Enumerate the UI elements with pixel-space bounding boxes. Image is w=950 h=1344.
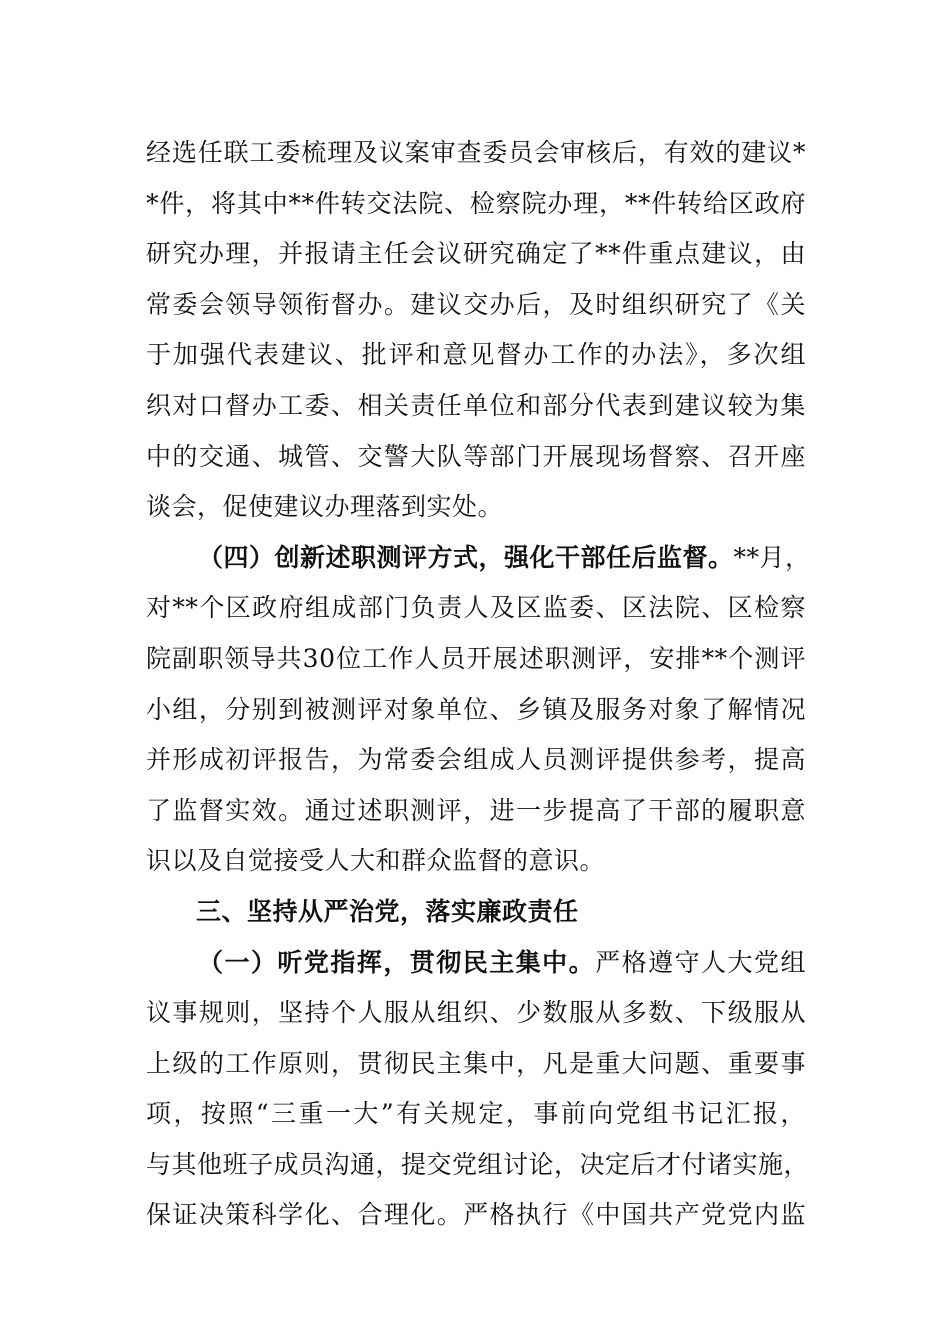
paragraph-line: 识以及自觉接受人大和群众监督的意识。 [146,846,606,876]
paragraph-line: 上级的工作原则，贯彻民主集中，凡是重大问题、重要事 [146,1048,806,1078]
document-body [146,128,811,1241]
section-heading: 三、坚持从严治党，落实廉政责任 [196,896,579,926]
paragraph-lead: （一）听党指挥，贯彻民主集中。 [198,947,596,977]
paragraph-line: 了监督实效。通过述职测评，进一步提高了干部的履职意 [146,795,806,825]
paragraph-lead-rest: **月， [733,542,811,572]
paragraph-line: 项，按照“三重一大”有关规定，事前向党组书记汇报， [146,1099,806,1129]
paragraph-line: 谈会，促使建议办理落到实处。 [146,492,504,522]
paragraph-line: 织对口督办工委、相关责任单位和部分代表到建议较为集 [146,390,806,420]
paragraph-line: 研究办理，并报请主任会议研究确定了**件重点建议，由 [146,239,806,269]
paragraph-line: 常委会领导领衔督办。建议交办后，及时组织研究了《关 [146,289,806,319]
paragraph-line: *件，将其中**件转交法院、检察院办理，**件转给区政府 [146,188,806,218]
paragraph-first-line [146,938,806,989]
paragraph-line: 于加强代表建议、批评和意见督办工作的办法》，多次组 [146,340,806,370]
paragraph-line: 保证决策科学化、合理化。严格执行《中国共产党党内监 [146,1200,806,1230]
paragraph-lead: （四）创新述职测评方式，强化干部任后监督。 [198,542,734,572]
paragraph-line: 议事规则，坚持个人服从组织、少数服从多数、下级服从 [146,998,806,1028]
paragraph-line: 中的交通、城管、交警大队等部门开展现场督察、召开座 [146,441,806,471]
paragraph-line: 经选任联工委梳理及议案审查委员会审核后，有效的建议* [146,138,806,167]
paragraph-line: 与其他班子成员沟通，提交党组讨论，决定后才付诸实施， [146,1149,810,1179]
paragraph-line: 院副职领导共30位工作人员开展述职测评，安排**个测评 [146,643,806,673]
paragraph-lead-rest: 严格遵守人大党组 [595,947,806,977]
paragraph-first-line [146,533,811,584]
paragraph-line: 对**个区政府组成部门负责人及区监委、区法院、区检察 [146,593,806,623]
paragraph-line: 小组，分别到被测评对象单位、乡镇及服务对象了解情况 [146,694,806,724]
paragraph-line: 并形成初评报告，为常委会组成人员测评提供参考，提高 [146,745,806,775]
